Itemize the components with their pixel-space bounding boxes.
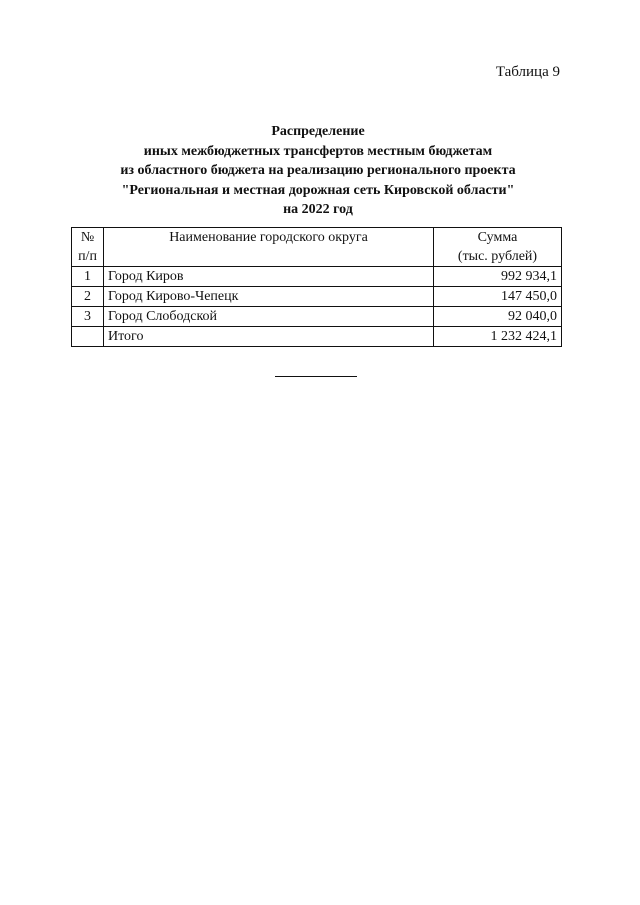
row-sum: 992 934,1 bbox=[434, 267, 562, 287]
header-number bbox=[72, 228, 104, 267]
table-number-label: Таблица 9 bbox=[495, 64, 560, 80]
table-row bbox=[72, 267, 562, 287]
end-divider bbox=[275, 376, 357, 377]
header-name: Наименование городского округа bbox=[104, 228, 434, 267]
row-number: 2 bbox=[72, 287, 104, 307]
table-row bbox=[72, 307, 562, 327]
header-sum-line-1: Сумма bbox=[477, 230, 518, 245]
distribution-table bbox=[71, 227, 562, 347]
heading-line-3: из областного бюджета на реализацию регионального проекта bbox=[120, 163, 516, 178]
row-name: Город Кирово-Чепецк bbox=[104, 287, 434, 307]
row-sum: 147 450,0 bbox=[434, 287, 562, 307]
heading-line-5: на 2022 год bbox=[283, 202, 353, 217]
heading-line-1: Распределение bbox=[271, 124, 365, 139]
table-row bbox=[72, 287, 562, 307]
row-name: Город Киров bbox=[104, 267, 434, 287]
heading-line-2: иных межбюджетных трансфертов местным бюджетам bbox=[143, 143, 493, 159]
row-name: Город Слободской bbox=[104, 307, 434, 327]
total-number bbox=[72, 327, 104, 347]
header-sum bbox=[434, 228, 562, 267]
document-heading bbox=[0, 122, 636, 220]
row-sum: 92 040,0 bbox=[434, 307, 562, 327]
total-sum: 1 232 424,1 bbox=[434, 327, 562, 347]
header-number-line-2: п/п bbox=[78, 249, 97, 264]
header-sum-line-2: (тыс. рублей) bbox=[457, 249, 538, 264]
total-label: Итого bbox=[104, 327, 434, 347]
row-number: 3 bbox=[72, 307, 104, 327]
table-total-row bbox=[72, 327, 562, 347]
heading-line-4: "Региональная и местная дорожная сеть Кировской области" bbox=[121, 182, 515, 198]
row-number: 1 bbox=[72, 267, 104, 287]
table-header-row bbox=[72, 228, 562, 267]
header-number-line-1: № bbox=[80, 230, 95, 245]
